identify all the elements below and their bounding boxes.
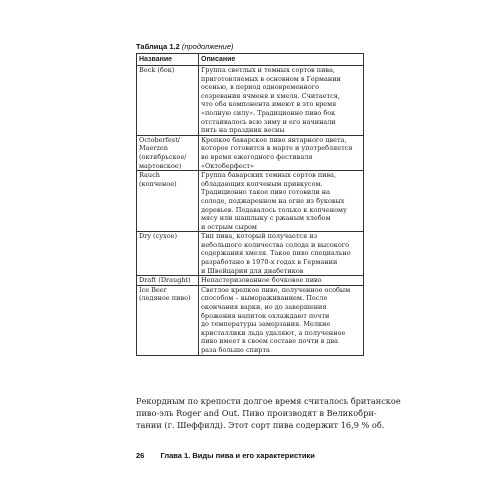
description-line: отстаивалось всю зиму и его начинали	[201, 117, 336, 126]
table-caption-note: (продолжение)	[181, 42, 234, 51]
table-row	[137, 232, 364, 276]
description-line: осенью, в период одновременного	[201, 83, 320, 92]
description-line: раза больше спирта	[201, 346, 270, 354]
description-line: и острым сыром	[201, 222, 257, 231]
description-line: во время ежегодного фестиваля	[201, 152, 313, 161]
description-line: которое готовится в марте и употребляется	[201, 144, 353, 153]
description-line: разработано в 1970-х годах в Германии	[201, 258, 338, 267]
table-row	[137, 66, 364, 136]
table-row	[137, 285, 364, 355]
page-footer	[136, 451, 315, 460]
cell-name: Bock (бок)	[137, 66, 199, 136]
description-line: мясу или шашлыку с ржаным хлебом	[201, 214, 331, 223]
table-caption	[136, 42, 234, 51]
cell-description	[199, 276, 364, 286]
cell-description	[199, 232, 364, 276]
description-line: «полную силу». Традиционно пиво бок	[201, 108, 336, 117]
table-row	[137, 276, 364, 286]
description-line: до температуры замерзания. Мелкие	[201, 320, 331, 329]
description-line: Тип пива, который получается из	[201, 232, 318, 241]
description-line: Группа светлых и темных сортов пива,	[201, 66, 336, 74]
cell-description	[199, 285, 364, 355]
cell-name: Rauch (копченое)	[137, 171, 199, 232]
description-line: созревания ячменя и хмеля. Считается,	[201, 91, 340, 100]
description-line: и Швейцарии для диабетиков	[201, 266, 304, 275]
description-line: Светлое крепкое пиво, полученное особым	[201, 285, 351, 294]
description-line: «Октоберфест»	[201, 161, 254, 170]
description-line: Крепкое баварское пиво янтарного цвета,	[201, 135, 347, 144]
beer-types-table	[136, 53, 364, 356]
paragraph-line: пиво-эль Roger and Out. Пиво производят в Великобри-	[136, 408, 377, 418]
description-line: солоде, поджаренном на огне из буковых	[201, 196, 345, 205]
paragraph-line: тании (г. Шеффилд). Этот сорт пива содержит 16,9 % об.	[136, 420, 385, 430]
header-name: Название	[137, 54, 199, 66]
description-line: деревьев. Подавалось только к копченому	[201, 205, 347, 214]
description-line: Непастеризованное бочковое пиво	[201, 276, 322, 285]
running-chapter-title: Глава 1. Виды пива и его характеристики	[160, 451, 315, 460]
description-line: обладающих копченым привкусом.	[201, 179, 323, 188]
body-paragraph	[136, 395, 401, 431]
description-line: брожения напиток охлаждают почти	[201, 311, 330, 320]
cell-name: Dry (сухое)	[137, 232, 199, 276]
description-line: Группа баварских темных сортов пива,	[201, 171, 337, 180]
description-line: Традиционно такое пиво готовили на	[201, 188, 330, 197]
cell-name: Draft (Draught)	[137, 276, 199, 286]
table-caption-label: Таблица 1.2	[136, 42, 180, 51]
table-header-row	[137, 54, 364, 66]
cell-description	[199, 135, 364, 170]
description-line: содержания хмеля. Такое пиво специально	[201, 249, 351, 258]
cell-name: Octoberfest/ Maerzen (октябрьское/ мартовское)	[137, 135, 199, 170]
cell-name: Ice Beer (ледяное пиво)	[137, 285, 199, 355]
header-description: Описание	[199, 54, 364, 66]
table-body	[137, 66, 364, 356]
description-line: кристаллики льда удаляют, а полученное	[201, 328, 346, 337]
cell-description	[199, 66, 364, 136]
description-line: приготовляемых в основном в Германии	[201, 74, 341, 83]
description-line: пиво имеет в своем составе почти в два	[201, 337, 338, 346]
description-line: способом – вымораживанием. После	[201, 294, 328, 303]
page-number: 26	[136, 451, 145, 460]
cell-description	[199, 171, 364, 232]
paragraph-line: Рекордным по крепости долгое время считалось британское	[136, 396, 401, 406]
description-line: что оба компонента имеют в это время	[201, 100, 337, 109]
description-line: окончания варки, но до завершения	[201, 303, 327, 312]
description-line: пить на праздник весны	[201, 126, 285, 135]
table-row	[137, 135, 364, 170]
table-row	[137, 171, 364, 232]
description-line: небольшого количества солода и высокого	[201, 240, 350, 249]
